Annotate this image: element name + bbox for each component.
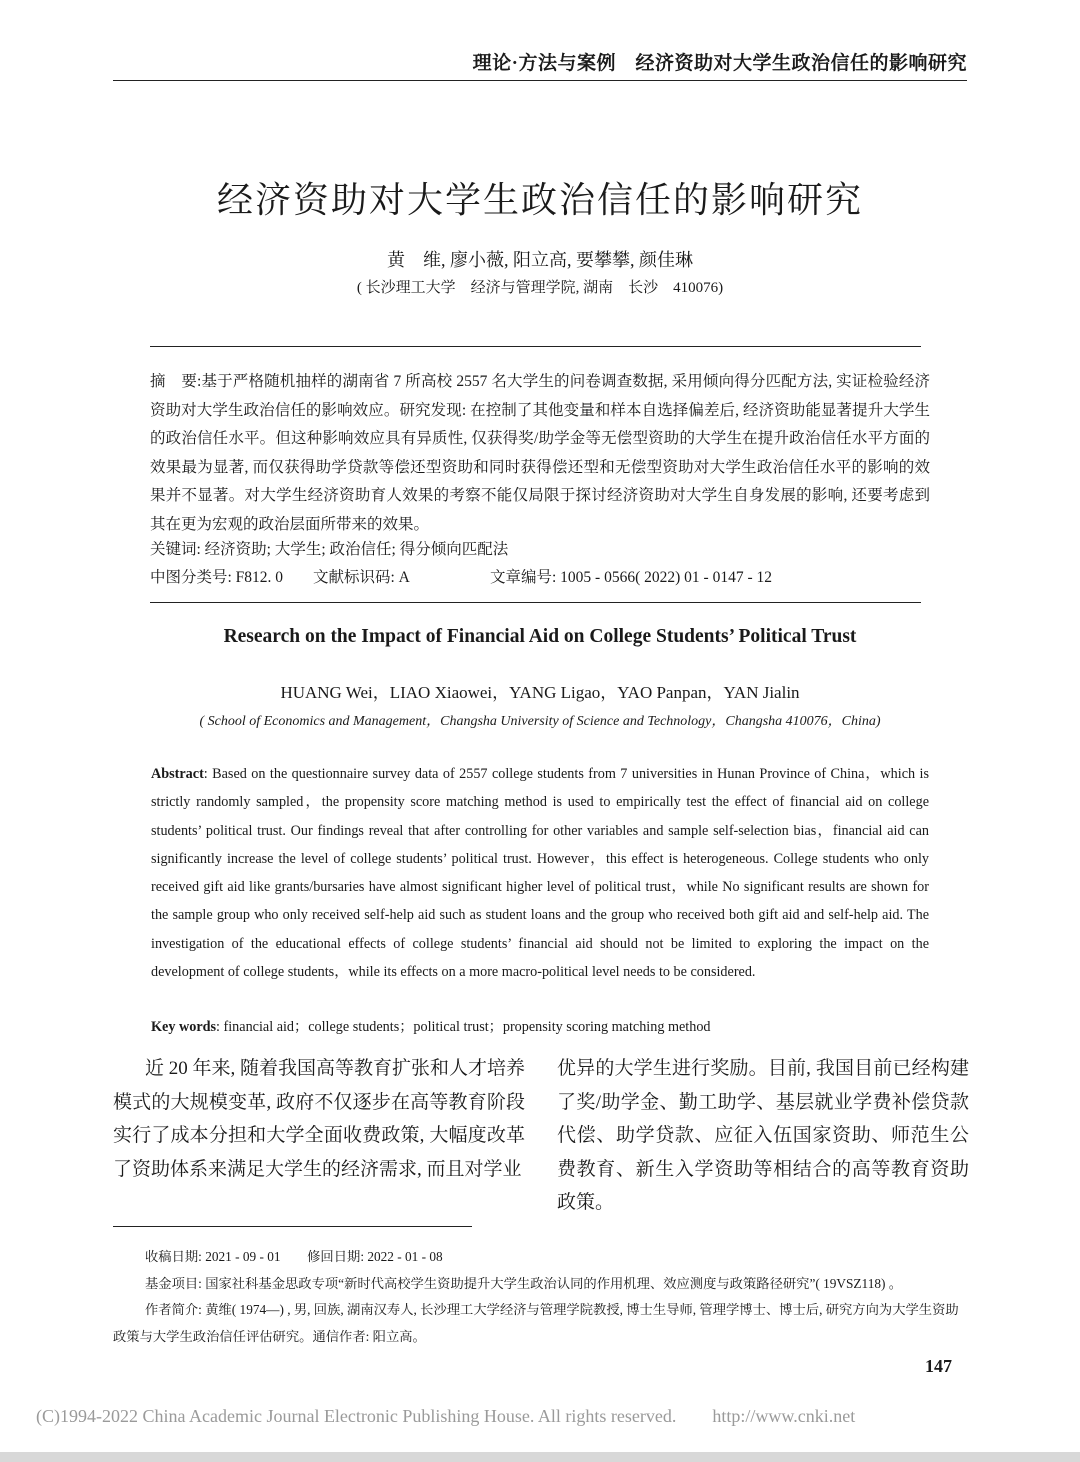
fund-info: 基金项目: 国家社科基金思政专项“新时代高校学生资助提升大学生政治认同的作用机理、效应测度与政策路径研究”( 19VSZ118) 。	[145, 1275, 903, 1291]
divider	[150, 346, 921, 347]
copyright-watermark: (C)1994-2022 China Academic Journal Electronic Publishing House. All rights reserved. http://www.cnki.net	[36, 1406, 856, 1426]
article-number: 文章编号: 1005 - 0566( 2022) 01 - 0147 - 12	[490, 569, 772, 586]
paper-title: 经济资助对大学生政治信任的影响研究	[216, 180, 863, 220]
cn-abstract-text: 基于严格随机抽样的湖南省 7 所高校 2557 名大学生的问卷调查数据, 采用倾向得分匹配方法, 实证检验经济资助对大学生政治信任的影响效应。研究发现: 在控制了其他变量和样本自选择偏差后, 经济资助能显著提升大学生的政治信任水平。但这种影响效应具有异质性, 仅获得奖/助学金等无偿型资助的大学生在提升政治信任水平方面的效果最为显著, 而仅获得助学贷款等偿还型资助和同时获得偿还型和无偿型资助对大学生政治信任水平的影响的效果并不显著。对大学生经济资助育人效果的考察不能仅局限于探讨经济资助对大学生自身发展的影响, 还要考虑到其在更为宏观的政治层面所带来的效果。	[150, 373, 930, 533]
doc-code: 文献标识码: A	[313, 569, 410, 586]
affiliation: ( 长沙理工大学 经济与管理学院, 湖南 长沙 410076)	[356, 280, 724, 296]
keywords-text: : financial aid；college students；political trust；propensity scoring matching method	[216, 1019, 711, 1035]
abstract-label: Abstract	[151, 766, 204, 782]
running-header: 理论·方法与案例 经济资助对大学生政治信任的影响研究	[472, 53, 967, 74]
footnotes	[113, 1244, 967, 1350]
body-left-column: 近 20 年来, 随着我国高等教育扩张和人才培养模式的大规模变革, 政府不仅逐步在高等教育阶段实行了成本分担和大学全面收费政策, 大幅度改革了资助体系来满足大学生的经济需求, 而且对学业	[113, 1058, 526, 1180]
divider	[150, 602, 921, 603]
cn-keywords: 关键词: 经济资助; 大学生; 政治信任; 得分倾向匹配法	[150, 541, 509, 558]
english-title: Research on the Impact of Financial Aid on College Students’ Political Trust	[223, 626, 857, 647]
english-affiliation: ( School of Economics and Management，Changsha University of Science and Technology，Changsha 410076，China)	[199, 714, 881, 729]
body-right-column: 优异的大学生进行奖励。目前, 我国目前已经构建了奖/助学金、勤工助学、基层就业学费补偿贷款代偿、助学贷款、应征入伍国家资助、师范生公费教育、新生入学资助等相结合的高等教育资助政策。	[557, 1058, 969, 1213]
header-rule	[113, 80, 967, 81]
footnote-rule	[113, 1226, 472, 1227]
keywords-label: Key words	[151, 1019, 217, 1035]
received-date: 收稿日期: 2021 - 09 - 01 修回日期: 2022 - 01 - 08	[145, 1249, 443, 1264]
abstract-text: : Based on the questionnaire survey data of 2557 college students from 7 universities in Hunan Province of China，which is strictly randomly sampled，the propensity score matching method is used to empirically test the effect of financial aid on college students’ political trust. Our findings reveal that after controlling for other variables and sample self-selection bias，financial aid can significantly increase the level of college students’ political trust. However，this effect is heterogeneous. College students who only received gift aid like grants/bursaries have almost significant higher level of political trust，while No significant results are shown for the sample group who only received self-help aid such as student loans and the group who received both gift aid and self-help aid. The investigation of the educational effects of college students’ financial aid should not be limited to exploring the impact on the development of college students，while its effects on a more macro-political level needs to be considered.	[151, 766, 929, 981]
classification: 中图分类号: F812. 0	[150, 569, 284, 586]
author-bio: 作者简介: 黄维( 1974—) , 男, 回族, 湖南汉寿人, 长沙理工大学经济与管理学院教授, 博士生导师, 管理学博士、博士后, 研究方向为大学生资助政策与大学生政治信任评估研究。通信作者: 阳立高。	[113, 1302, 959, 1344]
english-abstract	[151, 760, 929, 986]
classification-row	[150, 565, 930, 587]
cn-abstract-label: 摘 要:	[150, 373, 202, 390]
page-number: 147	[925, 1356, 952, 1376]
english-authors: HUANG Wei，LIAO Xiaowei，YANG Ligao，YAO Panpan，YAN Jialin	[280, 683, 800, 702]
bottom-strip	[0, 1452, 1080, 1462]
cn-abstract	[150, 368, 930, 539]
authors: 黄 维, 廖小薇, 阳立高, 要攀攀, 颜佳琳	[387, 250, 693, 270]
english-keywords	[151, 1016, 929, 1036]
